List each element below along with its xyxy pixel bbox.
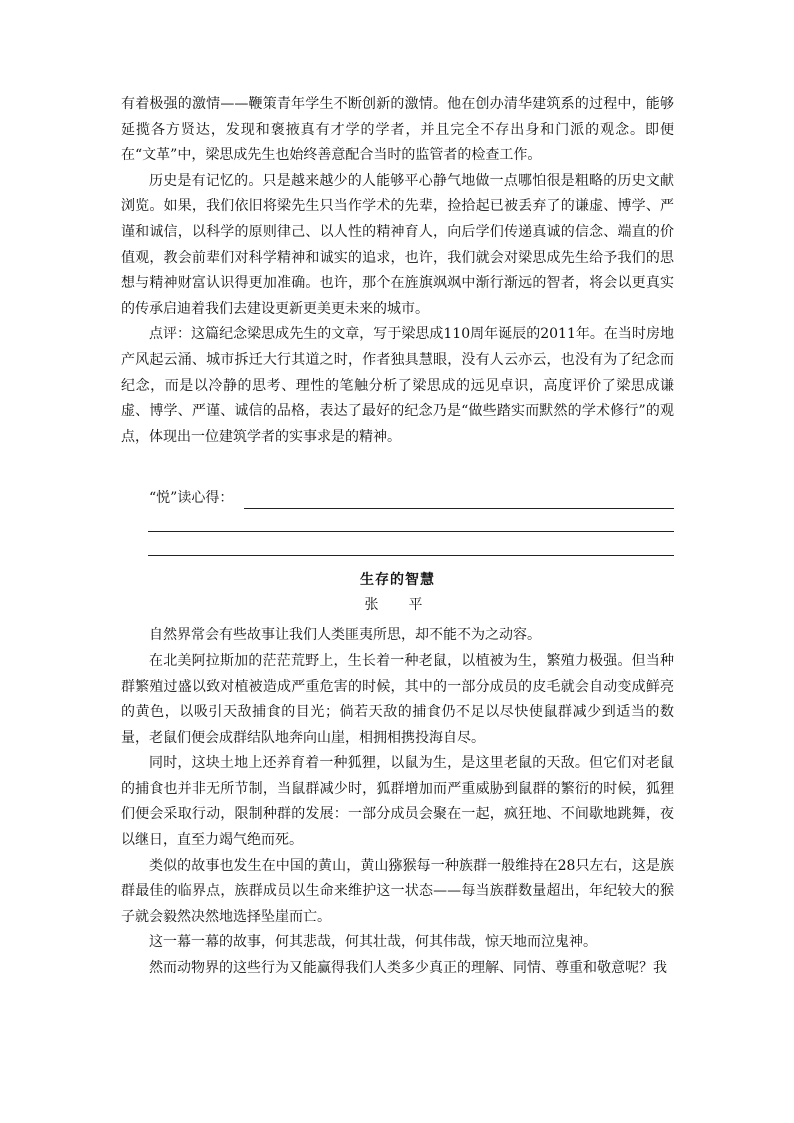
continuation-paragraph-2: 历史是有记忆的。只是越来越少的人能够平心静气地做一点哪怕很是粗略的历史文献浏览。如果，我们依旧将梁先生只当作学术的先辈，捡拾起已被丢弃了的谦虚、博学、严谨和诚信，以科学的原则律己、以人性的精神育人，向后学们传递真诚的信念、端直的价值观，教会前辈们对科学精神和诚实的追求，也许，我们就会对梁思成先生给予我们的思想与精神财富认识得更加准确。也许，那个在旌旗飒飒中渐行渐远的智者，将会以更真实的传承启迪着我们去建设更新更美更未来的城市。	[121, 172, 674, 317]
article-paragraph-1: 自然界常会有些故事让我们人类匪夷所思，却不能不为之动容。	[149, 627, 541, 644]
reading-notes-section	[121, 478, 674, 556]
reading-notes-line-1	[244, 508, 674, 509]
reading-notes-line-3	[148, 555, 674, 556]
continuation-paragraph-1: 有着极强的激情——鞭策青年学生不断创新的激情。他在创办清华建筑系的过程中，能够延揽各方贤达，发现和褒掖真有才学的学者，并且完全不存出身和门派的观念。即便在“文革”中，梁思成先生也始终善意配合当时的监管者的检查工作。	[121, 96, 674, 164]
article-title: 生存的智慧	[360, 572, 435, 589]
article-paragraph-5: 这一幕一幕的故事，何其悲哉，何其壮哉，何其伟哉，惊天地而泣鬼神。	[149, 934, 597, 951]
article-paragraph-6: 然而动物界的这些行为又能赢得我们人类多少真正的理解、同情、尊重和敬意呢？我	[149, 960, 667, 977]
article-author: 张 平	[364, 597, 431, 614]
document-page	[121, 92, 674, 982]
section-spacer	[121, 450, 674, 478]
article-paragraph-4: 类似的故事也发生在中国的黄山，黄山猕猴每一种族群一般维持在28只左右，这是族群最佳的临界点，族群成员以生命来维护这一状态——每当族群数量超出，年纪较大的猴子就会毅然决然地选择坠崖而亡。	[121, 857, 674, 925]
article-paragraph-2: 在北美阿拉斯加的茫茫荒野上，生长着一种老鼠，以植被为生，繁殖力极强。但当种群繁殖过盛以致对植被造成严重危害的时候，其中的一部分成员的皮毛就会自动变成鲜亮的黄色，以吸引天敌捕食的目光；倘若天敌的捕食仍不足以尽快使鼠群减少到适当的数量，老鼠们便会成群结队地奔向山崖，相拥相携投海自尽。	[121, 652, 674, 746]
reading-notes-label: “悦”读心得：	[149, 490, 234, 507]
reading-notes-line-2	[148, 531, 674, 532]
commentary-paragraph: 点评：这篇纪念梁思成先生的文章，写于梁思成110周年诞辰的2011年。在当时房地产风起云涌、城市拆迁大行其道之时，作者独具慧眼，没有人云亦云，也没有为了纪念而纪念，而是以冷静的思考、理性的笔触分析了梁思成的远见卓识，高度评价了梁思成谦虚、博学、严谨、诚信的品格，表达了最好的纪念乃是“做些踏实而默然的学术修行”的观点，体现出一位建筑学者的实事求是的精神。	[121, 326, 674, 445]
article-paragraph-3: 同时，这块土地上还养育着一种狐狸，以鼠为生，是这里老鼠的天敌。但它们对老鼠的捕食也并非无所节制，当鼠群减少时，狐群增加而严重威胁到鼠群的繁衍的时候，狐狸们便会采取行动，限制种群的发展：一部分成员会聚在一起，疯狂地、不间歇地跳舞，夜以继日，直至力竭气绝而死。	[121, 755, 674, 849]
